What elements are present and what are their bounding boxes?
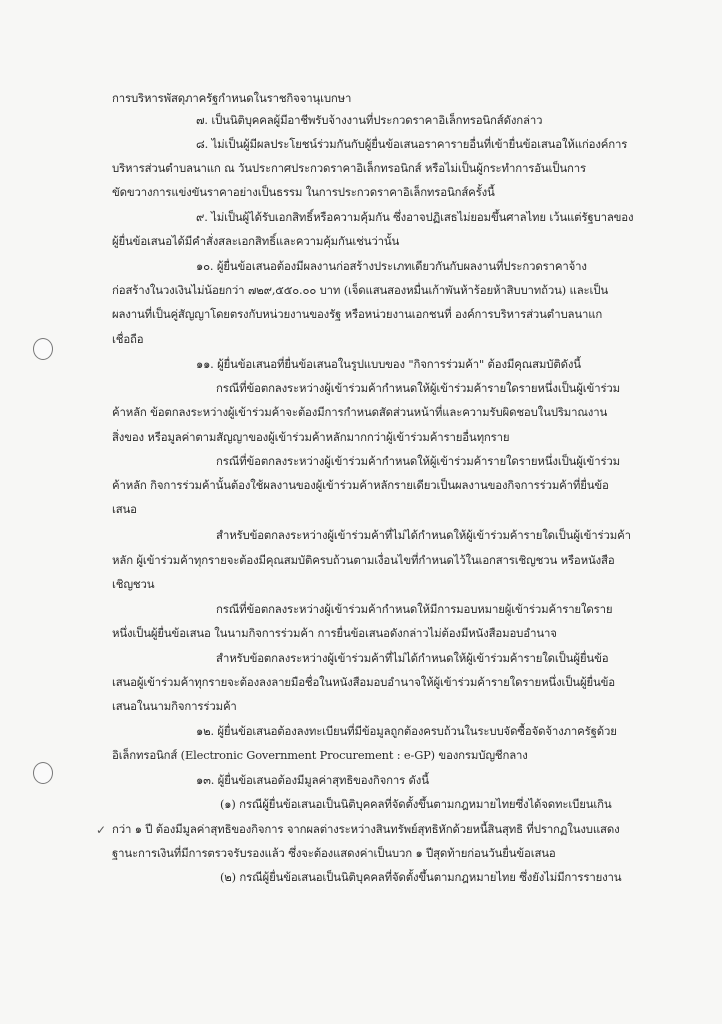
text-line: ๙. ไม่เป็นผู้ได้รับเอกสิทธิ์หรือความคุ้มกัน ซึ่งอาจปฏิเสธไม่ยอมขึ้นศาลไทย เว้นแต่รัฐบาลของ <box>196 210 634 224</box>
punch-hole-top <box>33 338 53 360</box>
text-line: กรณีที่ข้อตกลงระหว่างผู้เข้าร่วมค้ากำหนดให้ผู้เข้าร่วมค้ารายใดรายหนึ่งเป็นผู้เข้าร่วม <box>216 454 621 468</box>
punch-hole-bottom <box>33 762 53 784</box>
text-line: หลัก ผู้เข้าร่วมค้าทุกรายจะต้องมีคุณสมบัติครบถ้วนตามเงื่อนไขที่กำหนดไว้ในเอกสารเชิญชวน หรือหนังสือ <box>112 553 615 567</box>
text-line: เสนอในนามกิจการร่วมค้า <box>112 699 237 713</box>
text-line: ๑๓. ผู้ยื่นข้อเสนอต้องมีมูลค่าสุทธิของกิจการ ดังนี้ <box>196 773 429 787</box>
text-line: กรณีที่ข้อตกลงระหว่างผู้เข้าร่วมค้ากำหนดให้มีการมอบหมายผู้เข้าร่วมค้ารายใดราย <box>216 602 613 616</box>
text-line: เชิญชวน <box>112 577 155 591</box>
text-line: ๑๑. ผู้ยื่นข้อเสนอที่ยื่นข้อเสนอในรูปแบบของ "กิจการร่วมค้า" ต้องมีคุณสมบัติดังนี้ <box>196 357 581 371</box>
text-line: เชื่อถือ <box>112 332 144 346</box>
text-line: เสนอผู้เข้าร่วมค้าทุกรายจะต้องลงลายมือชื่อในหนังสือมอบอำนาจให้ผู้เข้าร่วมค้ารายใดรายหนึ่งเป็นผู้ยื่นข้อ <box>112 675 615 689</box>
text-line: หนึ่งเป็นผู้ยื่นข้อเสนอ ในนามกิจการร่วมค้า การยื่นข้อเสนอดังกล่าวไม่ต้องมีหนังสือมอบอำนาจ <box>112 626 557 640</box>
text-line: ฐานะการเงินที่มีการตรวจรับรองแล้ว ซึ่งจะต้องแสดงค่าเป็นบวก ๑ ปีสุดท้ายก่อนวันยื่นข้อเสนอ <box>112 846 556 860</box>
text-line: อิเล็กทรอนิกส์ (Electronic Government Procurement : e-GP) ของกรมบัญชีกลาง <box>112 748 528 762</box>
text-line: ก่อสร้างในวงเงินไม่น้อยกว่า ๗๒๙,๕๕๐.๐๐ บาท (เจ็ดแสนสองหมื่นเก้าพันห้าร้อยห้าสิบบาทถ้วน) และเป็น <box>112 283 608 297</box>
text-line: (๑) กรณีผู้ยื่นข้อเสนอเป็นนิติบุคคลที่จัดตั้งขึ้นตามกฎหมายไทยซึ่งได้จดทะเบียนเกิน <box>220 797 612 811</box>
text-line: กว่า ๑ ปี ต้องมีมูลค่าสุทธิของกิจการ จากผลต่างระหว่างสินทรัพย์สุทธิหักด้วยหนี้สินสุทธิ ที่ปรากฏในงบแสดง <box>112 822 620 836</box>
text-line: ค้าหลัก กิจการร่วมค้านั้นต้องใช้ผลงานของผู้เข้าร่วมค้าหลักรายเดียวเป็นผลงานของกิจการร่วมค้าที่ยื่นข้อ <box>112 478 609 492</box>
text-line: สำหรับข้อตกลงระหว่างผู้เข้าร่วมค้าที่ไม่ได้กำหนดให้ผู้เข้าร่วมค้ารายใดเป็นผู้เข้าร่วมค้า <box>216 528 631 542</box>
text-line: ๑๐. ผู้ยื่นข้อเสนอต้องมีผลงานก่อสร้างประเภทเดียวกันกับผลงานที่ประกวดราคาจ้าง <box>196 259 587 273</box>
text-line: (๒) กรณีผู้ยื่นข้อเสนอเป็นนิติบุคคลที่จัดตั้งขึ้นตามกฎหมายไทย ซึ่งยังไม่มีการรายงาน <box>220 870 622 884</box>
text-line: ขัดขวางการแข่งขันราคาอย่างเป็นธรรม ในการประกวดราคาอิเล็กทรอนิกส์ครั้งนี้ <box>112 185 495 199</box>
check-mark-icon: ✓ <box>96 823 107 837</box>
text-line: กรณีที่ข้อตกลงระหว่างผู้เข้าร่วมค้ากำหนดให้ผู้เข้าร่วมค้ารายใดรายหนึ่งเป็นผู้เข้าร่วม <box>216 381 621 395</box>
text-line: ผลงานที่เป็นคู่สัญญาโดยตรงกับหน่วยงานของรัฐ หรือหน่วยงานเอกชนที่ องค์การบริหารส่วนตำบลนาแก <box>112 307 603 321</box>
text-line: ผู้ยื่นข้อเสนอได้มีคำสั่งสละเอกสิทธิ์และความคุ้มกันเช่นว่านั้น <box>112 234 400 248</box>
text-line: สำหรับข้อตกลงระหว่างผู้เข้าร่วมค้าที่ไม่ได้กำหนดให้ผู้เข้าร่วมค้ารายใดเป็นผู้ยื่นข้อ <box>216 651 609 665</box>
text-line: ค้าหลัก ข้อตกลงระหว่างผู้เข้าร่วมค้าจะต้องมีการกำหนดสัดส่วนหน้าที่และความรับผิดชอบในปริมาณงาน <box>112 405 608 419</box>
text-line: การบริหารพัสดุภาครัฐกำหนดในราชกิจจานุเบกษา <box>112 91 352 105</box>
text-line: สิ่งของ หรือมูลค่าตามสัญญาของผู้เข้าร่วมค้าหลักมากกว่าผู้เข้าร่วมค้ารายอื่นทุกราย <box>112 430 510 444</box>
text-line: ๑๒. ผู้ยื่นข้อเสนอต้องลงทะเบียนที่มีข้อมูลถูกต้องครบถ้วนในระบบจัดซื้อจัดจ้างภาครัฐด้วย <box>196 724 617 738</box>
text-line: ๘. ไม่เป็นผู้มีผลประโยชน์ร่วมกันกับผู้ยื่นข้อเสนอราคารายอื่นที่เข้ายื่นข้อเสนอให้แก่องค์การ <box>196 137 628 151</box>
text-line: บริหารส่วนตำบลนาแก ณ วันประกาศประกวดราคาอิเล็กทรอนิกส์ หรือไม่เป็นผู้กระทำการอันเป็นการ <box>112 161 586 175</box>
text-line: เสนอ <box>112 502 137 516</box>
text-line: ๗. เป็นนิติบุคคลผู้มีอาชีพรับจ้างงานที่ประกวดราคาอิเล็กทรอนิกส์ดังกล่าว <box>196 113 543 127</box>
